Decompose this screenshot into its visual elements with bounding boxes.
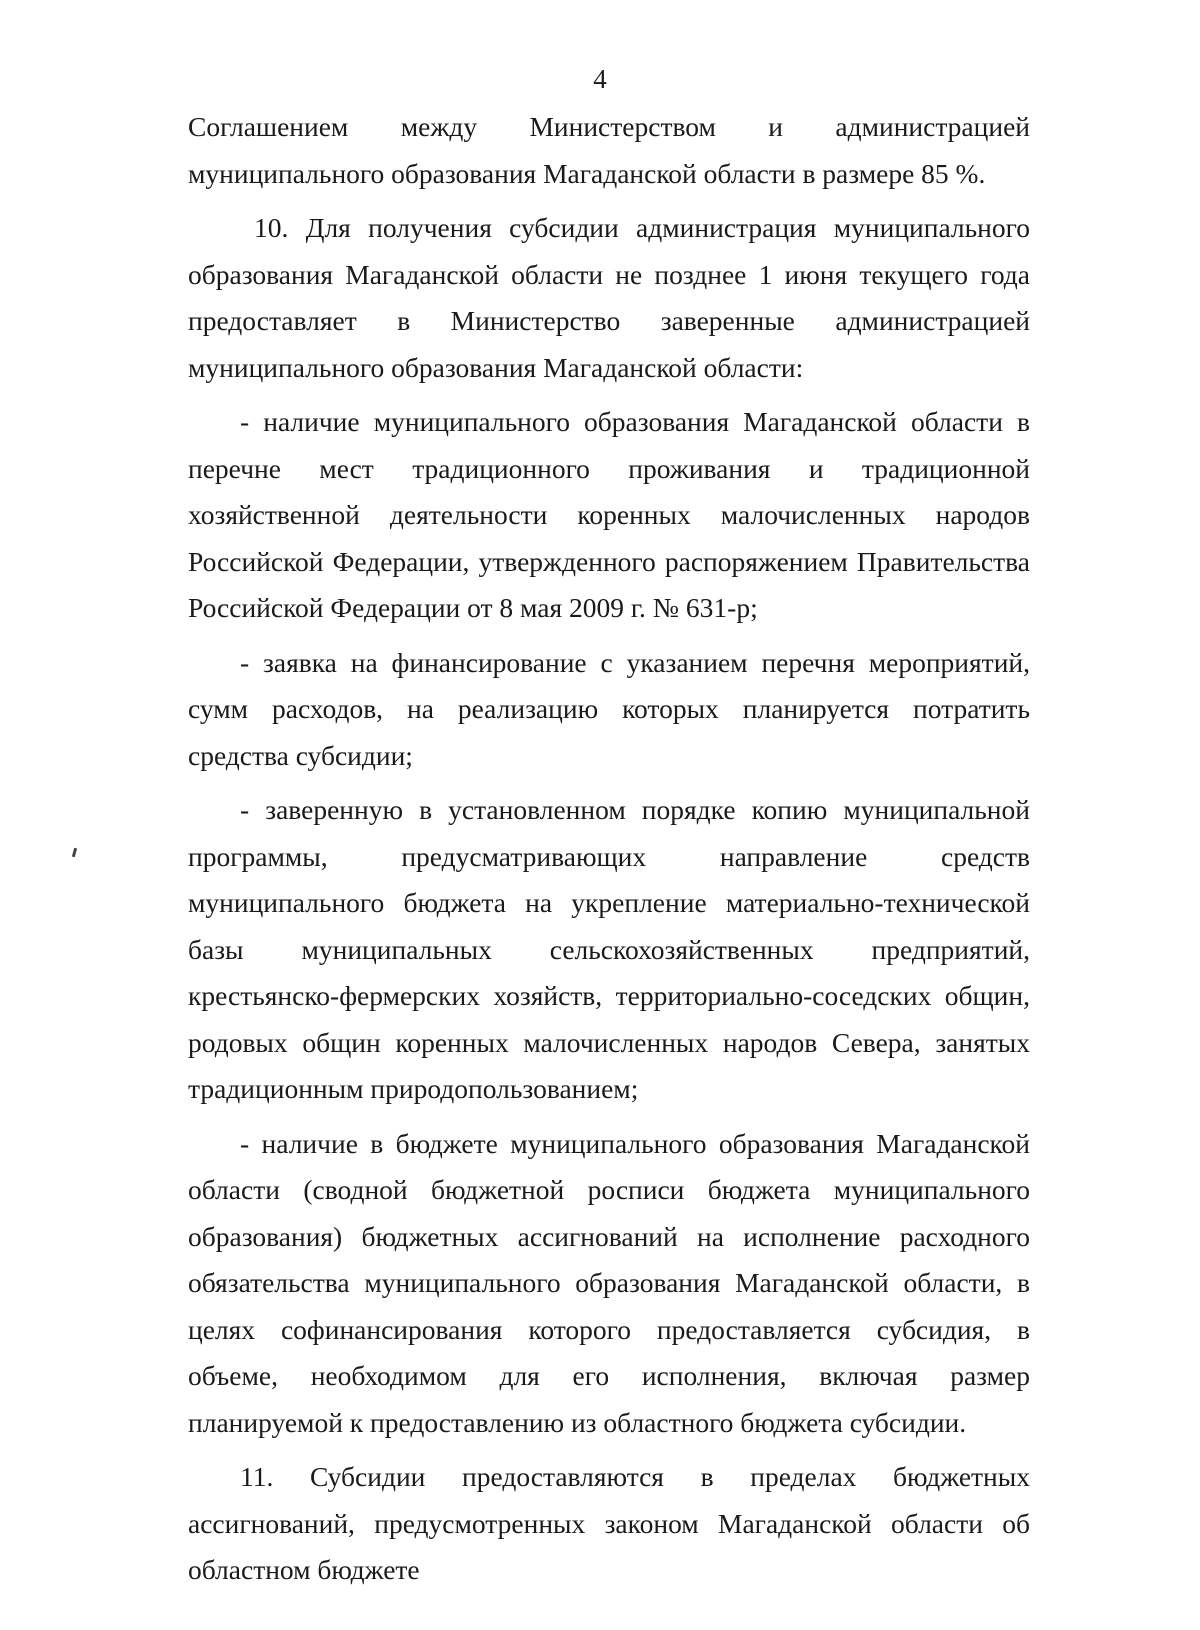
paragraph-item-11: 11. Субсидии предоставляются в пределах бюджетных ассигнований, предусмотренных законом Магаданской области об областном бюджете (188, 1461, 1030, 1585)
list-item-funding-request: - заявка на финансирование с указанием перечня мероприятий, сумм расходов, на реализацию которых планируется потратить средства субсидии; (188, 646, 1030, 771)
list-item-municipality-in-list: - наличие муниципального образования Магаданской области в перечне мест традиционного проживания и традиционной хозяйственной деятельности коренных малочисленных народов Российской Федерации, утвержденного распоряжением Правительства Российской Федерации от 8 мая 2009 г. № 631-р; (188, 406, 1030, 623)
paragraph-continuation: Соглашением между Министерством и администрацией муниципального образования Магаданской области в размере 85 %. (188, 111, 1030, 189)
document-body (188, 104, 1030, 1594)
list-item-budget-allocations: - наличие в бюджете муниципального образования Магаданской области (сводной бюджетной росписи бюджета муниципального образования) бюджетных ассигнований на исполнение расходного обязательства муниципального образования Магаданской области, в целях софинансирования которого предоставляется субсидия, в объеме, необходимом для его исполнения, включая размер планируемой к предоставлению из областного бюджета субсидии. (188, 1127, 1030, 1438)
scan-mark (72, 848, 77, 857)
paragraph-item-10: 10. Для получения субсидии администрация муниципального образования Магаданской области не позднее 1 июня текущего года предоставляет в Министерство заверенные администрацией муниципального образования Магаданской области: (188, 212, 1030, 383)
list-item-program-copy: - заверенную в установленном порядке копию муниципальной программы, предусматривающих направление средств муниципального бюджета на укрепление материально-технической базы муниципальных сельскохозяйственных предприятий, крестьянско-фермерских хозяйств, территориально-соседских общин, родовых общин коренных малочисленных народов Севера, занятых традиционным природопользованием; (188, 794, 1030, 1104)
page-number: 4 (593, 64, 607, 94)
